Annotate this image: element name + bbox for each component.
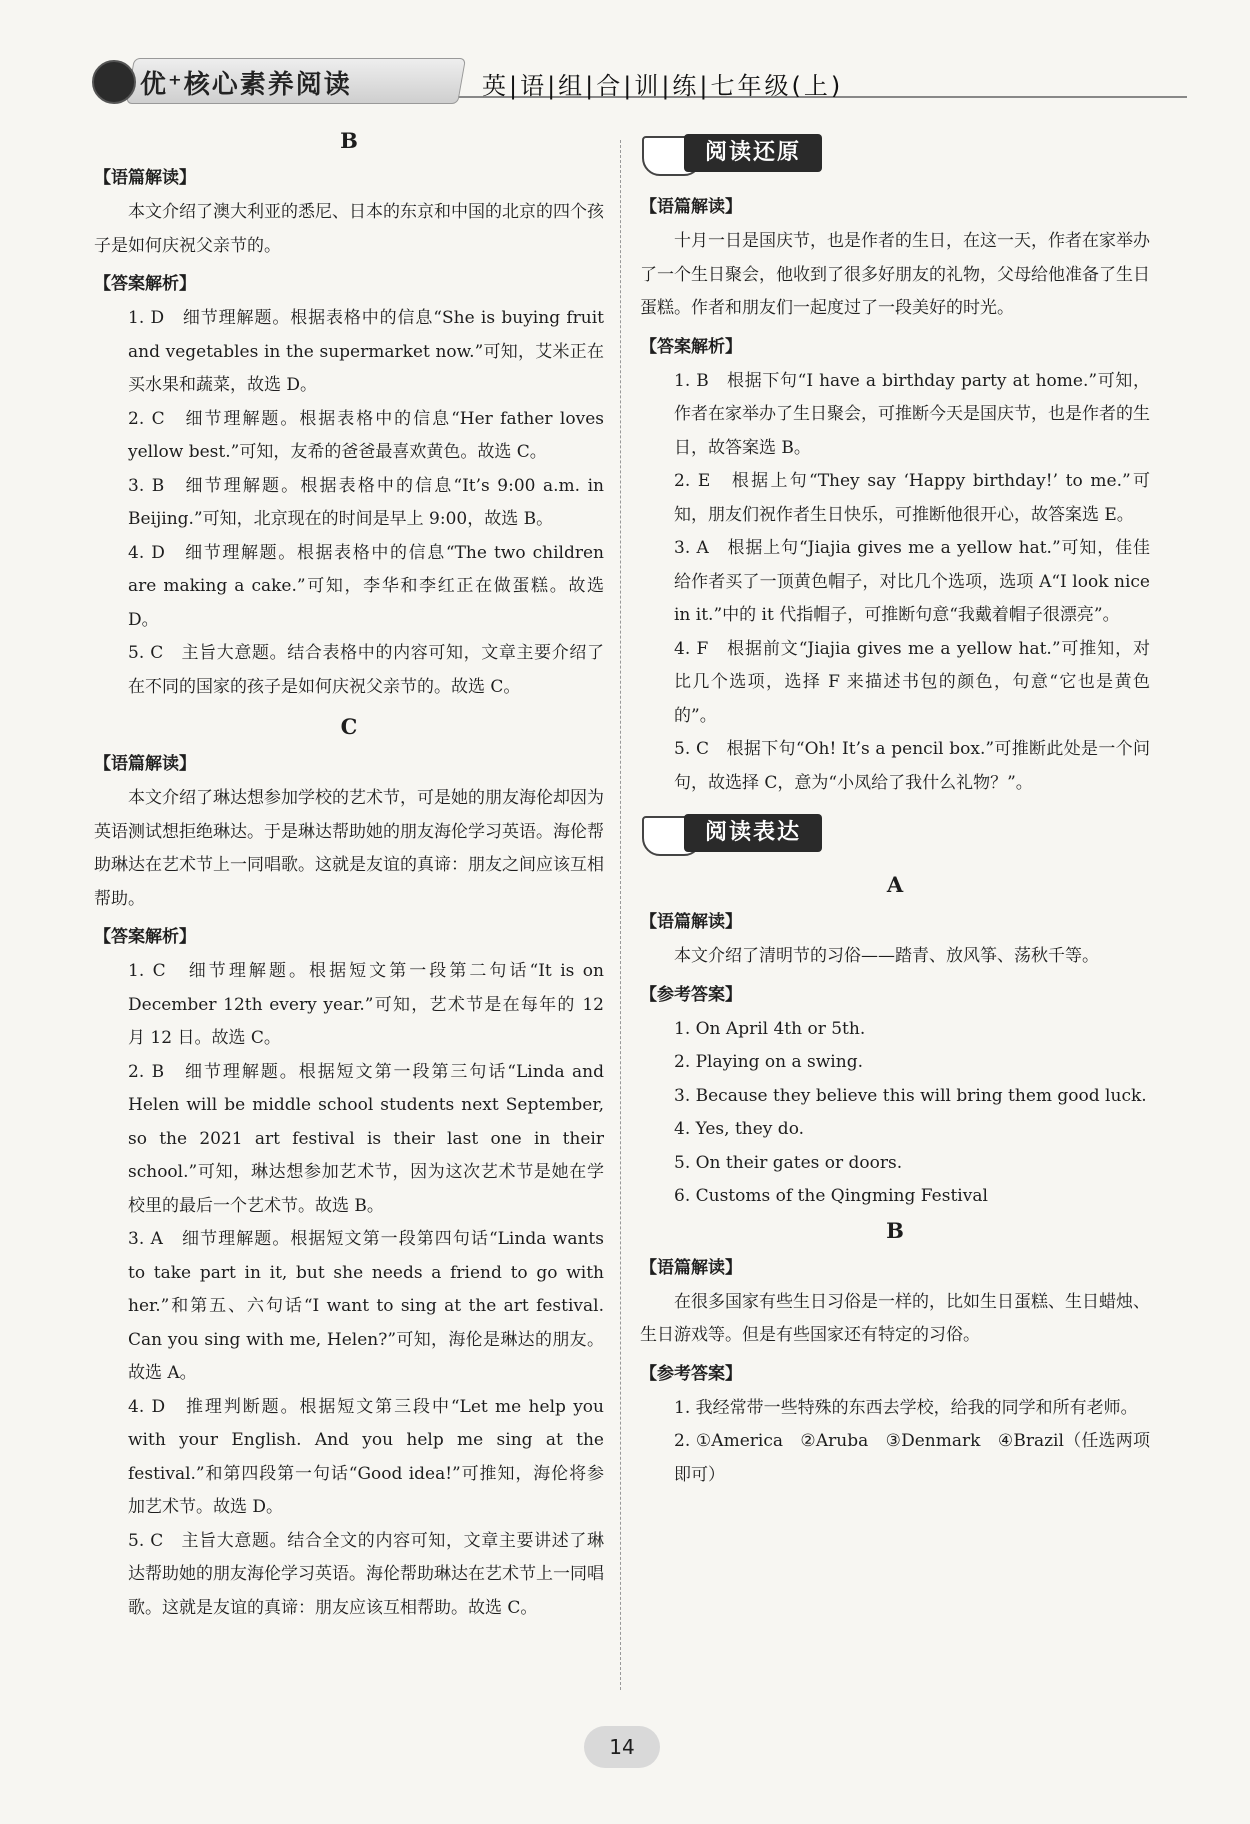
answer-item: 1. B 根据下句“I have a birthday party at home.”可知，作者在家举办了生日聚会，可推断今天是国庆节，也是作者的生日，故答案选 B。	[674, 370, 1150, 458]
answer-item: 5. C 根据下句“Oh! It’s a pencil box.”可推断此处是一个问句，故选择 C，意为“小凤给了我什么礼物？”。	[674, 739, 1150, 793]
answer-list	[640, 365, 1150, 801]
answer-item: 3. A 根据上句“Jiajia gives me a yellow hat.”可知，佳佳给作者买了一顶黄色帽子，对比几个选项，选项 A“I look nice in it.”中的 it 代指帽子，可推断句意“我戴着帽子很漂亮”。	[674, 538, 1150, 625]
answer-item: 3. B 细节理解题。根据表格中的信息“It’s 9:00 a.m. in Beijing.”可知，北京现在的时间是早上 9:00，故选 B。	[128, 475, 604, 529]
answer-item: 4. Yes, they do.	[674, 1119, 805, 1139]
answer-item: 3. A 细节理解题。根据短文第一段第四句话“Linda wants to take part in it, but she needs a friend to go with her.”和第五、六句话“I want to sing at the art festival. Can you sing with me, Helen?”可知，海伦是琳达的朋友。故选 A。	[128, 1229, 604, 1383]
answer-item: 5. On their gates or doors.	[674, 1152, 903, 1173]
answer-item: 1. 我经常带一些特殊的东西去学校，给我的同学和所有老师。	[674, 1397, 1138, 1418]
part-b-title: B	[340, 128, 358, 153]
brand-title: 优⁺核心素养阅读	[140, 70, 352, 100]
reference-tag: 【参考答案】	[640, 1363, 742, 1384]
reference-tag: 【参考答案】	[640, 984, 742, 1005]
answer-list	[640, 1392, 1150, 1493]
answer-item: 5. C 主旨大意题。结合表格中的内容可知，文章主要介绍了在不同的国家的孩子是如何庆祝父亲节的。故选 C。	[128, 643, 604, 697]
banner-label: 阅读还原	[684, 134, 822, 172]
answer-item: 6. Customs of the Qingming Festival	[674, 1186, 988, 1206]
answer-item: 1. On April 4th or 5th.	[674, 1018, 866, 1039]
section-banner-express	[640, 810, 1150, 858]
intro-tag: 【语篇解读】	[94, 168, 196, 188]
right-column	[640, 128, 1150, 1492]
answer-tag: 【答案解析】	[640, 336, 742, 357]
banner-label: 阅读表达	[684, 814, 822, 852]
answer-list	[94, 302, 604, 704]
answer-item: 2. ①America ②Aruba ③Denmark ④Brazil（任选两项即可）	[674, 1431, 1150, 1485]
intro-text: 本文介绍了清明节的习俗——踏青、放风筝、荡秋千等。	[674, 946, 1099, 966]
answer-item: 3. Because they believe this will bring them good luck.	[674, 1085, 1147, 1106]
intro-text: 本文介绍了澳大利亚的悉尼、日本的东京和中国的北京的四个孩子是如何庆祝父亲节的。	[94, 202, 604, 256]
intro-tag: 【语篇解读】	[640, 1257, 742, 1278]
answer-item: 4. D 细节理解题。根据表格中的信息“The two children are making a cake.”可知，李华和李红正在做蛋糕。故选 D。	[128, 542, 604, 630]
intro-tag: 【语篇解读】	[640, 912, 742, 932]
answer-item: 1. C 细节理解题。根据短文第一段第二句话“It is on December 12th every year.”可知，艺术节是在每年的 12 月 12 日。故选 C。	[128, 961, 604, 1048]
answer-tag: 【答案解析】	[94, 927, 196, 947]
intro-tag: 【语篇解读】	[94, 754, 196, 774]
intro-tag: 【语篇解读】	[640, 197, 742, 217]
intro-text: 在很多国家有些生日习俗是一样的，比如生日蛋糕、生日蜡烛、生日游戏等。但是有些国家还有特定的习俗。	[640, 1291, 1150, 1345]
answer-item: 5. C 主旨大意题。结合全文的内容可知，文章主要讲述了琳达帮助她的朋友海伦学习英语。海伦帮助琳达在艺术节上一同唱歌。这就是友谊的真谛：朋友应该互相帮助。故选 C。	[128, 1530, 604, 1618]
answer-item: 4. D 推理判断题。根据短文第三段中“Let me help you with your English. And you help me sing at the festival.”和第四段第一句话“Good idea!”可推知，海伦将参加艺术节。故选 D。	[128, 1396, 604, 1517]
subject-title: 英|语|组|合|训|练|七年级(上)	[482, 72, 844, 100]
part-a-title: A	[886, 872, 904, 897]
answer-item: 2. C 细节理解题。根据表格中的信息“Her father loves yellow best.”可知，友希的爸爸最喜欢黄色。故选 C。	[128, 408, 604, 462]
page-header	[92, 56, 1212, 108]
answer-list	[94, 955, 604, 1625]
answer-item: 1. D 细节理解题。根据表格中的信息“She is buying fruit and vegetables in the supermarket now.”可知，艾米正在买水果和蔬菜，故选 D。	[128, 308, 604, 395]
section-banner-restore	[640, 130, 1150, 178]
page-number: 14	[584, 1726, 660, 1768]
intro-text: 十月一日是国庆节，也是作者的生日，在这一天，作者在家举办了一个生日聚会，他收到了很多好朋友的礼物，父母给他准备了生日蛋糕。作者和朋友们一起度过了一段美好的时光。	[640, 231, 1150, 318]
column-divider	[620, 140, 621, 1690]
intro-text: 本文介绍了琳达想参加学校的艺术节，可是她的朋友海伦却因为英语测试想拒绝琳达。于是琳达帮助她的朋友海伦学习英语。海伦帮助琳达在艺术节上一同唱歌。这就是友谊的真谛：朋友之间应该互相帮助。	[94, 788, 604, 909]
answer-list	[640, 1013, 1150, 1214]
left-column	[94, 128, 604, 1625]
answer-item: 4. F 根据前文“Jiajia gives me a yellow hat.”可推知，对比几个选项，选择 F 来描述书包的颜色，句意“它也是黄色的”。	[674, 638, 1150, 726]
book-logo-icon	[92, 60, 136, 104]
answer-item: 2. E 根据上句“They say ‘Happy birthday!’ to me.”可知，朋友们祝作者生日快乐，可推断他很开心，故答案选 E。	[674, 471, 1150, 525]
part-b2-title: B	[886, 1217, 904, 1243]
answer-tag: 【答案解析】	[94, 274, 196, 294]
answer-item: 2. Playing on a swing.	[674, 1052, 863, 1072]
part-c-title: C	[340, 714, 358, 739]
answer-item: 2. B 细节理解题。根据短文第一段第三句话“Linda and Helen will be middle school students next September, so the 2021 art festival is their last one in their school.”可知，琳达想参加艺术节，因为这次艺术节是她在学校里的最后一个艺术节。故选 B。	[128, 1061, 604, 1216]
